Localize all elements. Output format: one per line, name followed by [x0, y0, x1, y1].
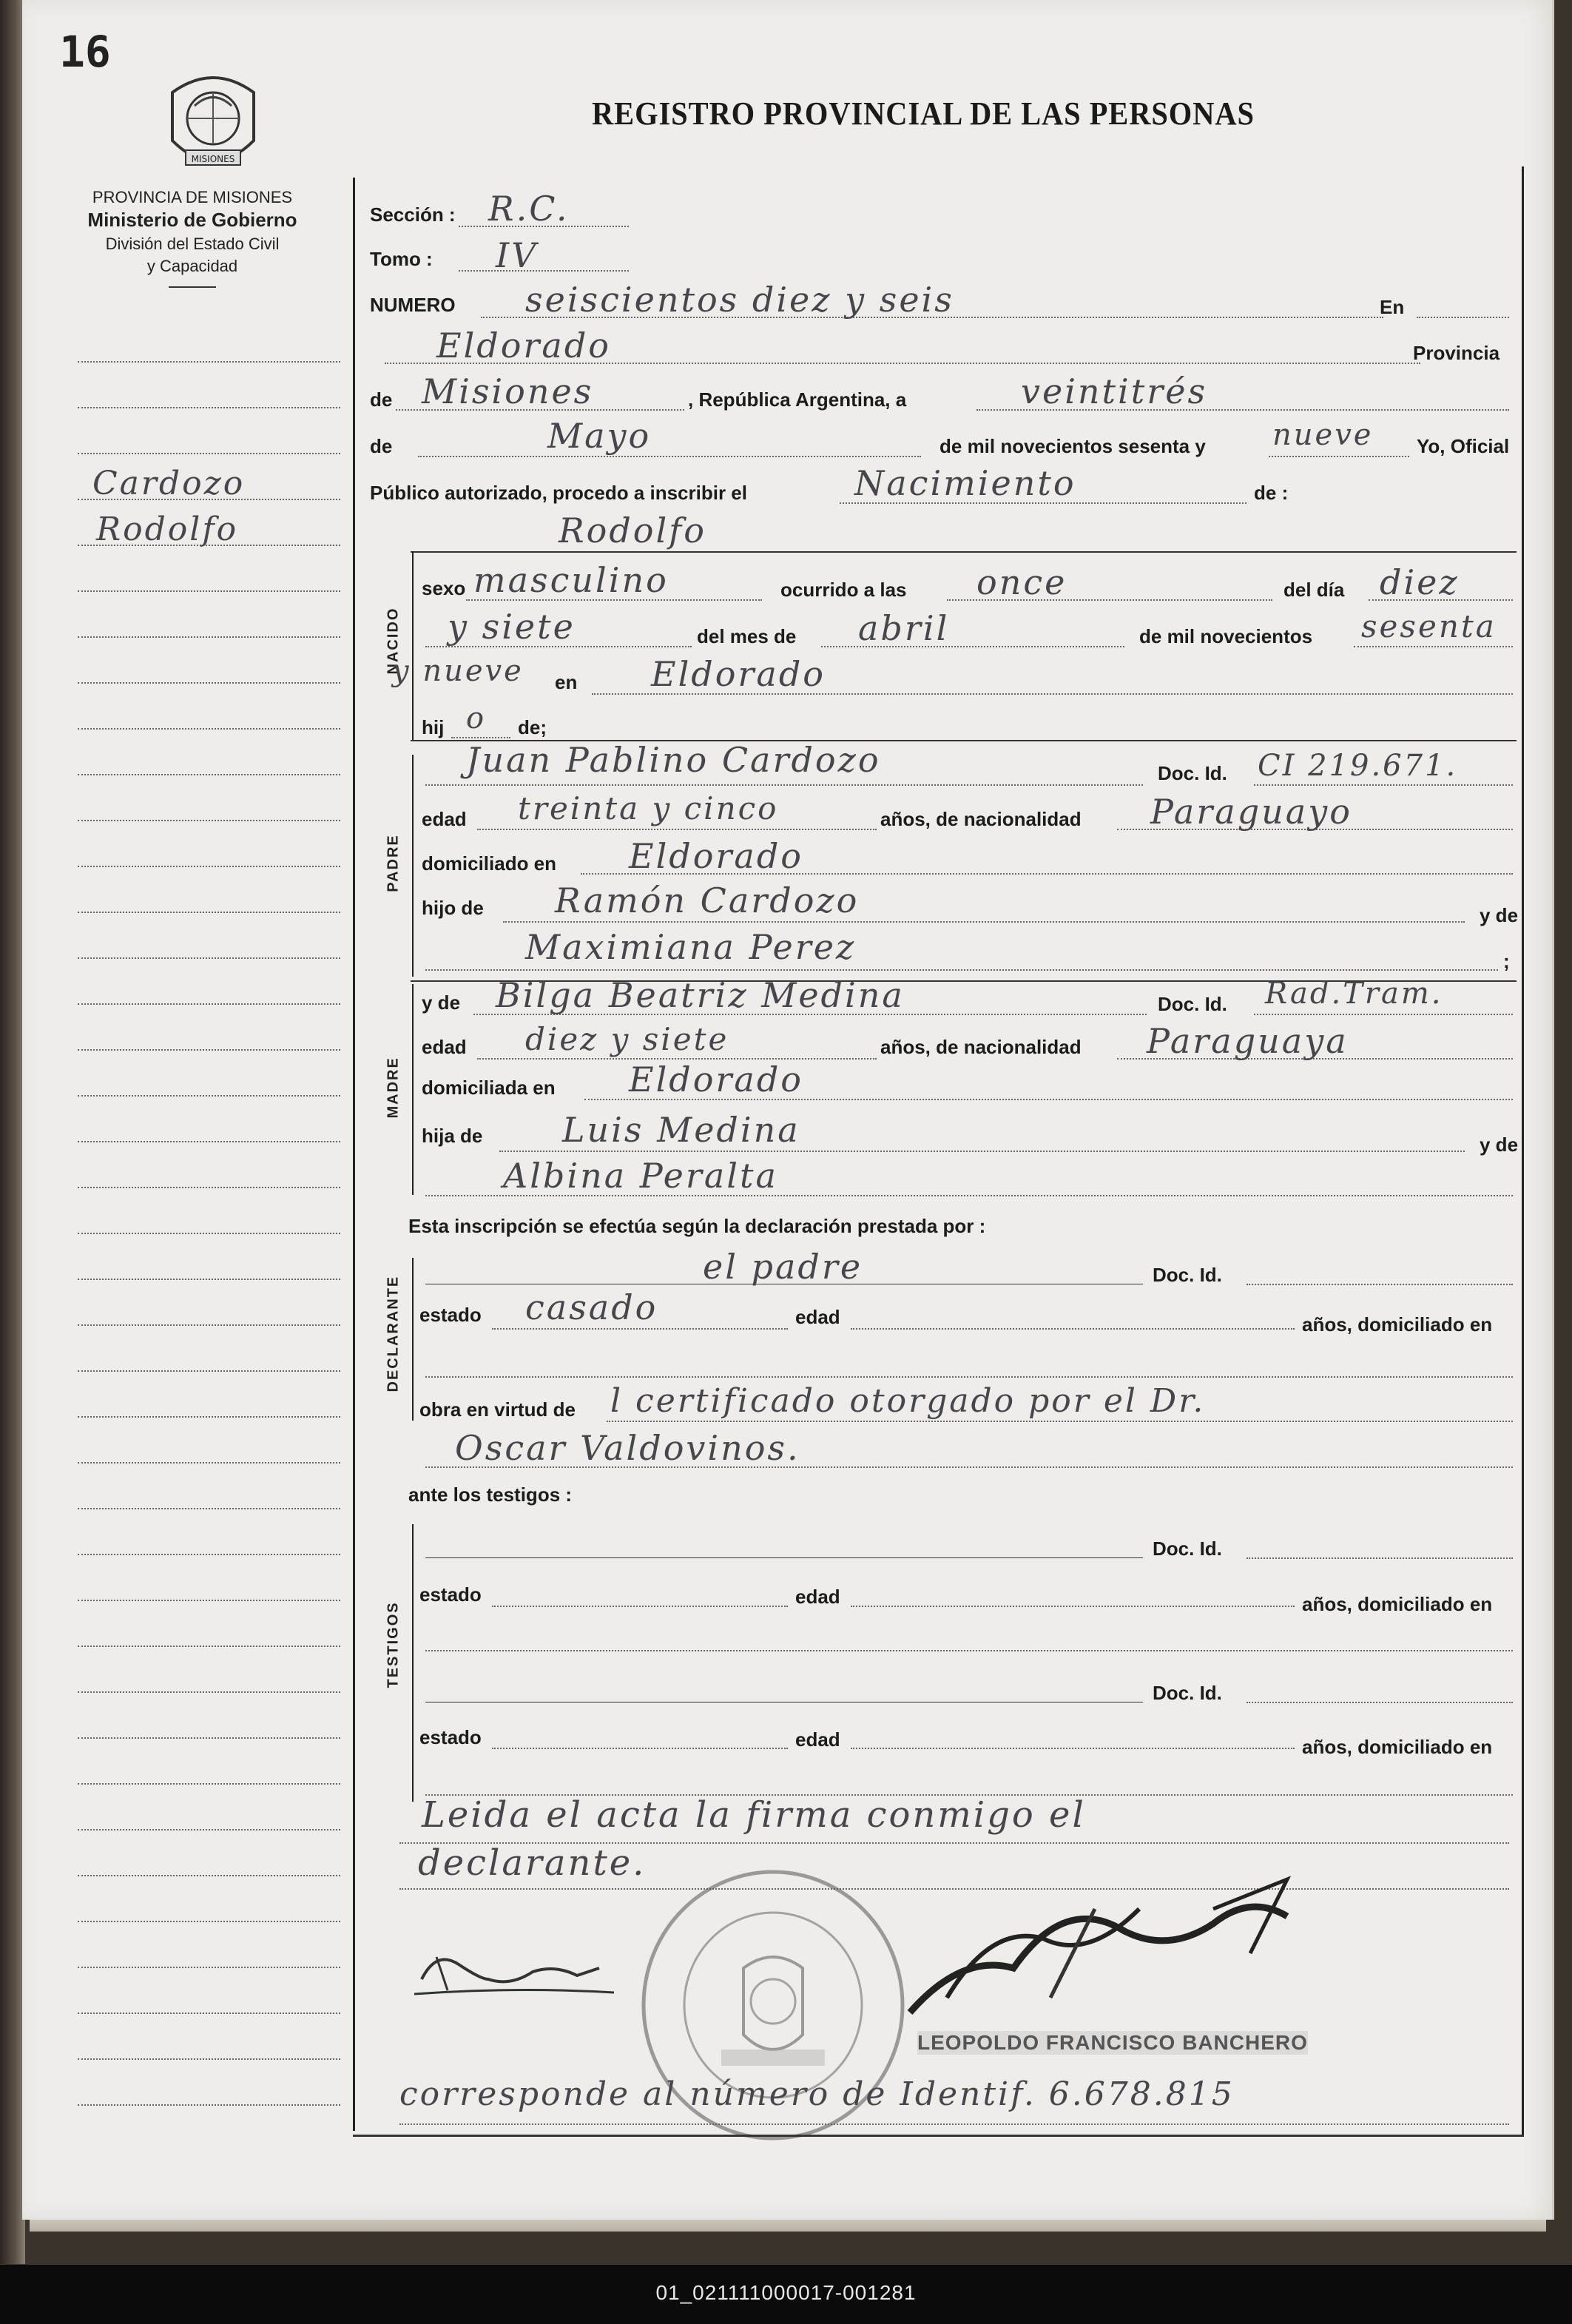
del-dia-label: del día [1283, 579, 1345, 601]
ante-testigos-label: ante los testigos : [408, 1483, 573, 1506]
madre-dom-label: domiciliada en [422, 1077, 556, 1099]
province-label: PROVINCIA DE MISIONES [92, 188, 293, 206]
margin-ruled-line [78, 2058, 340, 2060]
madre-side-label: MADRE [385, 1057, 402, 1119]
madre-nacionalidad: Paraguaya [1147, 1021, 1349, 1061]
madre-doc-label: Doc. Id. [1158, 993, 1227, 1015]
margin-ruled-line [78, 590, 340, 592]
nacido-side-label: NACIDO [385, 607, 402, 675]
hora-value: once [976, 562, 1067, 602]
anio-a-value: sesenta [1361, 608, 1497, 644]
declarante-estado-label: estado [419, 1304, 482, 1326]
margin-ruled-line [78, 407, 340, 408]
svg-text:MISIONES: MISIONES [191, 154, 235, 164]
lugar-nac-value: Eldorado [651, 654, 826, 694]
testigo1-anios-label: años, domiciliado en [1302, 1593, 1493, 1615]
margin-ruled-line [78, 1049, 340, 1051]
nacido-rule [412, 551, 414, 740]
padre-edad: treinta y cinco [518, 790, 779, 826]
hij-line [451, 737, 510, 738]
inscripto-line [411, 551, 1517, 553]
margin-ruled-line [78, 866, 340, 867]
margin-ruled-line [78, 1508, 340, 1509]
testigo1-edad-line [851, 1606, 1295, 1607]
madre-madre-de: Albina Peralta [503, 1156, 778, 1196]
de-label: de [370, 388, 393, 411]
del-mes-label: del mes de [697, 625, 797, 647]
madre-rule [412, 984, 414, 1195]
dia-a-value: diez [1380, 562, 1460, 602]
provincial-crest [165, 70, 261, 181]
mes-line [418, 456, 921, 457]
madre-y-de-label: y de [422, 991, 461, 1014]
en-line [1417, 317, 1509, 318]
declarante-side-label: DECLARANTE [385, 1275, 402, 1392]
obra2-value: Oscar Valdovinos. [455, 1428, 800, 1468]
margin-ruled-line [78, 361, 340, 363]
hij-de-label: de; [518, 716, 547, 738]
madre-padre-de: Luis Medina [562, 1110, 800, 1150]
declarante-anios-label: años, domiciliado en [1302, 1313, 1493, 1336]
madre-edad-label: edad [422, 1036, 467, 1058]
binder-edge [0, 0, 25, 2264]
margin-ruled-line [78, 1691, 340, 1693]
margin-ruled-line [78, 636, 340, 638]
padre-hijo-line [503, 921, 1465, 923]
testigo1-dom-line [425, 1650, 1513, 1651]
madre-hija-label: hija de [422, 1125, 483, 1147]
margin-ruled-line [78, 1554, 340, 1555]
numero-value: seiscientos diez y seis [525, 280, 954, 320]
declarante-edad-line [851, 1328, 1295, 1330]
madre-doc-line [1254, 1014, 1513, 1015]
testigo1-edad-label: edad [795, 1586, 840, 1608]
padre-madre-line [425, 969, 1498, 971]
margin-ruled-line [78, 1233, 340, 1234]
dia-value: veintitrés [1021, 371, 1208, 411]
dia-b-value: y siete [448, 607, 576, 647]
declarante-edad-label: edad [795, 1306, 840, 1328]
page-number: 16 [59, 27, 111, 77]
declarante-dom-line [425, 1376, 1513, 1378]
margin-ruled-line [78, 682, 340, 684]
madre-hija-line [499, 1151, 1465, 1152]
obra-label: obra en virtud de [419, 1398, 576, 1421]
main-right-rule [1522, 166, 1524, 2135]
testigo1-nombre-line [425, 1557, 1143, 1558]
padre-hijo-label: hijo de [422, 897, 484, 919]
cierre-line2: declarante. [418, 1842, 647, 1884]
header-rule [169, 286, 216, 288]
anio-line [1269, 456, 1409, 457]
provincia-label: Provincia [1413, 342, 1500, 364]
padre-madre-de: Maximiana Perez [525, 927, 857, 967]
ministry-label: Ministerio de Gobierno [87, 209, 297, 231]
testigo2-estado-label: estado [419, 1726, 482, 1748]
bottom-rule [353, 2135, 1524, 2137]
seccion-label: Sección : [370, 203, 456, 226]
ocurrido-label: ocurrido a las [780, 579, 907, 601]
madre-nombre: Bilga Beatriz Medina [496, 975, 905, 1015]
mil-nac-label: de mil novecientos [1139, 625, 1313, 647]
padre-padre-de: Ramón Cardozo [555, 880, 860, 920]
filename-bar [0, 2265, 1572, 2324]
margin-ruled-line [78, 1737, 340, 1739]
page-title: REGISTRO PROVINCIAL DE LAS PERSONAS [592, 95, 1255, 132]
testigo2-doc-label: Doc. Id. [1153, 1682, 1222, 1704]
testigo1-estado-line [492, 1606, 788, 1607]
margin-ruled-line [78, 957, 340, 959]
margin-ruled-line [78, 2013, 340, 2014]
declarante-estado: casado [525, 1287, 658, 1327]
madre-doc: Rad.Tram. [1265, 977, 1443, 1011]
filename-label: 01_021111000017-001281 [655, 2281, 917, 2304]
ministry-header [67, 188, 318, 288]
mes-nac-value: abril [858, 608, 950, 648]
madre-edad: diez y siete [525, 1021, 729, 1057]
en-nac-label: en [555, 671, 578, 693]
document-page [22, 0, 1554, 2220]
margin-name: Rodolfo [96, 511, 239, 548]
testigo1-estado-label: estado [419, 1583, 482, 1606]
mil-label: de mil novecientos sesenta y [940, 435, 1206, 457]
anio-a-line [1354, 646, 1513, 647]
padre-edad-label: edad [422, 808, 467, 830]
publico-label: Público autorizado, procedo a inscribir el [370, 482, 747, 504]
margin-ruled-line [78, 1187, 340, 1188]
hij-suffix: o [466, 701, 487, 735]
anio-value: nueve [1272, 418, 1374, 452]
testigo1-doc-line [1247, 1557, 1513, 1559]
margin-ruled-line [78, 1003, 340, 1005]
tomo-line [459, 270, 629, 272]
sexo-value: masculino [473, 560, 669, 600]
testigo2-anios-label: años, domiciliado en [1302, 1736, 1493, 1758]
margin-ruled-line [78, 820, 340, 821]
margin-ruled-line [78, 1416, 340, 1418]
margin-ruled-line [78, 453, 340, 454]
margin-surname: Cardozo [92, 465, 246, 502]
madre-domicilio: Eldorado [629, 1060, 803, 1099]
obra-value: l certificado otorgado por el Dr. [610, 1382, 1206, 1420]
padre-nacionalidad: Paraguayo [1150, 792, 1352, 832]
seccion-value: R.C. [488, 189, 570, 229]
padre-y-de-label: y de [1480, 904, 1519, 926]
margin-ruled-line [78, 1967, 340, 1968]
capacity-label: y Capacidad [146, 257, 238, 275]
declarante-rule [412, 1258, 414, 1421]
margin-ruled-line [78, 774, 340, 775]
tomo-value: IV [496, 235, 539, 275]
margin-ruled-line [78, 1324, 340, 1326]
de-colon-label: de : [1254, 482, 1289, 504]
padre-side-label: PADRE [385, 834, 402, 892]
yo-oficial-label: Yo, Oficial [1417, 435, 1510, 457]
lugar-value: Eldorado [436, 326, 611, 366]
padre-rule [412, 755, 414, 977]
padre-doc-label: Doc. Id. [1158, 762, 1227, 784]
testigos-rule [412, 1524, 414, 1802]
padre-nombre: Juan Pablino Cardozo [466, 740, 881, 780]
testigos-side-label: TESTIGOS [385, 1601, 402, 1688]
testigo1-doc-label: Doc. Id. [1153, 1537, 1222, 1560]
acto-value: Nacimiento [854, 463, 1076, 503]
margin-ruled-line [78, 1600, 340, 1601]
margin-ruled-line [78, 1921, 340, 1922]
madre-nac-label: años, de nacionalidad [880, 1036, 1082, 1058]
en-label: En [1380, 296, 1405, 318]
mes-value: Mayo [547, 416, 652, 456]
anio-b-value: y nueve [392, 654, 524, 688]
testigo2-edad-label: edad [795, 1728, 840, 1751]
margin-ruled-line [78, 1370, 340, 1372]
testigo2-estado-line [492, 1748, 788, 1749]
provincia-value: Misiones [422, 371, 594, 411]
declarante-doc-line [1247, 1284, 1513, 1285]
hij-label: hij [422, 716, 445, 738]
margin-ruled-line [78, 912, 340, 913]
madre-y-de-label: y de [1480, 1134, 1519, 1156]
margin-ruled-line [78, 1646, 340, 1647]
margin-ruled-line [78, 1783, 340, 1785]
obra-line [607, 1421, 1513, 1422]
padre-nombre-line [425, 784, 1143, 786]
main-left-rule [353, 178, 355, 2131]
declarante-doc-label: Doc. Id. [1153, 1264, 1222, 1286]
declarante-nombre: el padre [703, 1247, 863, 1287]
nota-rule [399, 2123, 1509, 2125]
padre-nac-label: años, de nacionalidad [880, 808, 1082, 830]
official-signature [903, 1865, 1317, 2045]
padre-dom-label: domiciliado en [422, 852, 557, 875]
margin-ruled-line [78, 1875, 340, 1876]
margin-ruled-line [78, 1279, 340, 1280]
margin-ruled-line [78, 2104, 340, 2106]
inscripto-value: Rodolfo [559, 511, 706, 550]
testigo2-edad-line [851, 1748, 1295, 1749]
margin-ruled-line [78, 1462, 340, 1464]
padre-domicilio: Eldorado [629, 836, 803, 876]
margin-ruled-line [78, 728, 340, 730]
margin-ruled-line [78, 1141, 340, 1142]
sexo-label: sexo [422, 577, 466, 599]
testigo2-doc-line [1247, 1702, 1513, 1703]
padre-semicolon: ; [1503, 950, 1510, 972]
padre-doc-line [1254, 784, 1513, 786]
margin-ruled-line [78, 1829, 340, 1830]
de-mes-label: de [370, 435, 393, 457]
declarante-estado-line [492, 1328, 788, 1330]
numero-label: NUMERO [370, 294, 456, 316]
nota-identificacion: corresponde al número de Identif. 6.678.815 [399, 2075, 1235, 2113]
margin-ruled-line [78, 1095, 340, 1097]
republica-label: , República Argentina, a [688, 388, 907, 411]
official-name-stamp: LEOPOLDO FRANCISCO BANCHERO [917, 2031, 1308, 2054]
division-label: División del Estado Civil [105, 235, 280, 253]
padre-doc: CI 219.671. [1258, 749, 1458, 783]
padre-edad-line [477, 829, 877, 830]
declaracion-label: Esta inscripción se efectúa según la declaración prestada por : [408, 1215, 986, 1237]
tomo-label: Tomo : [370, 248, 433, 270]
cierre-line1: Leida el acta la firma conmigo el [422, 1794, 1086, 1836]
